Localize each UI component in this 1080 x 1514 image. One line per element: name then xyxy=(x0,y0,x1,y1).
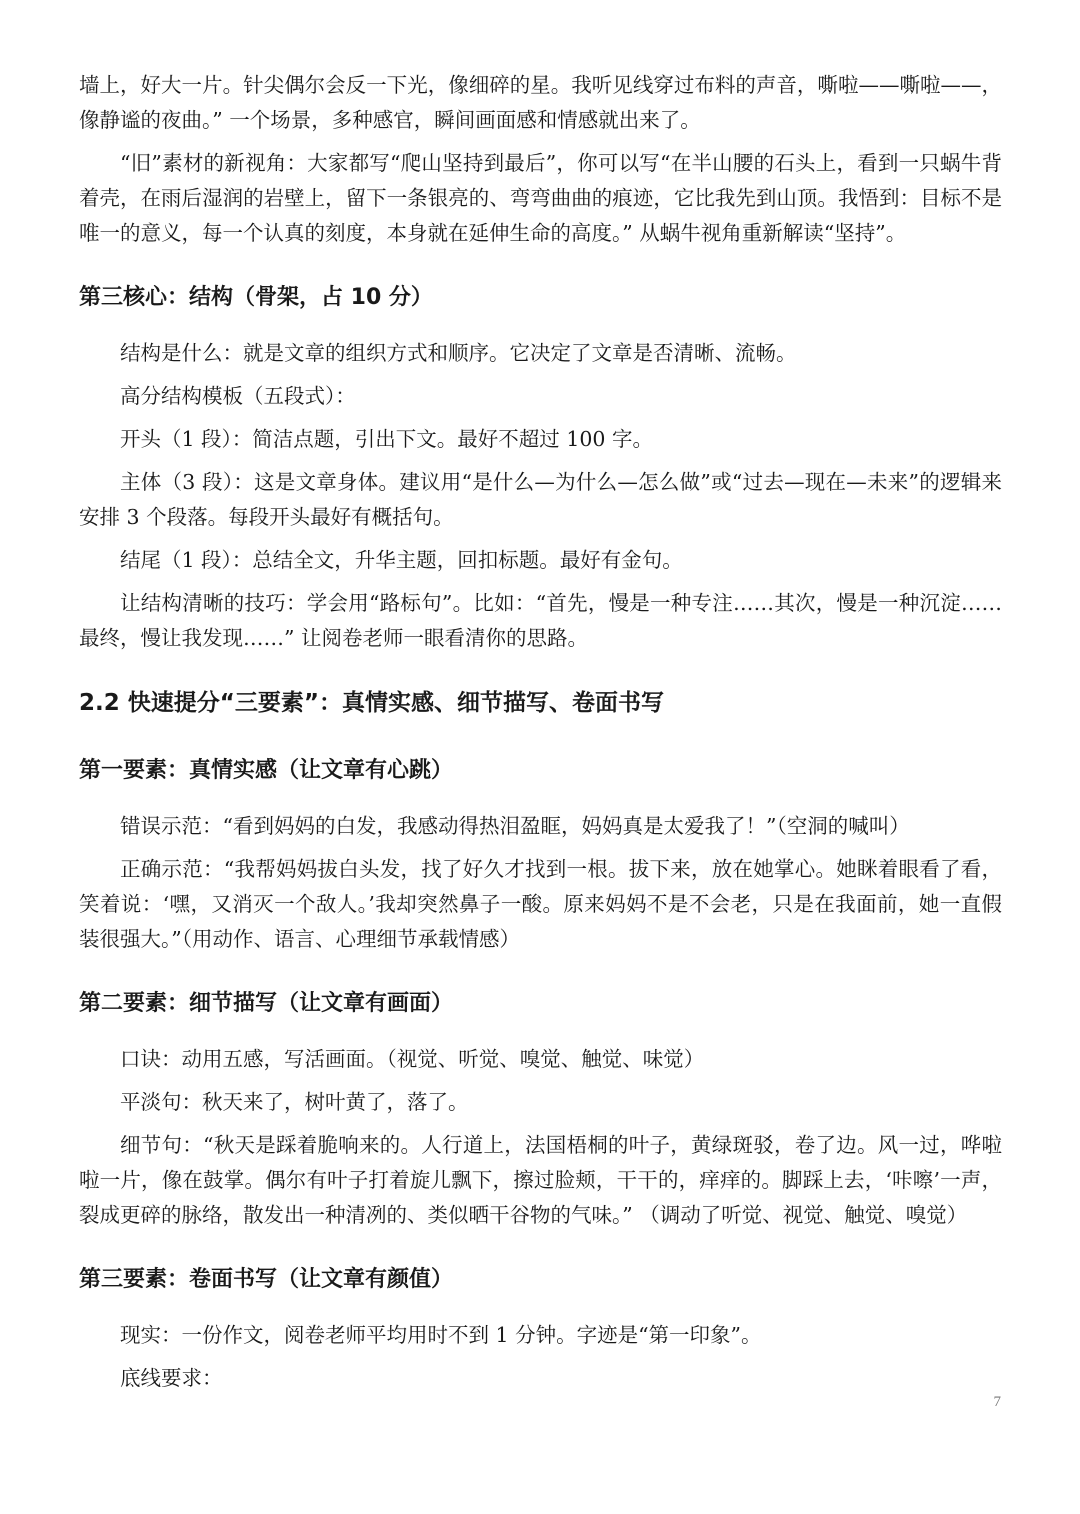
element2-mnemonic: 口诀：动用五感，写活画面。（视觉、听觉、嗅觉、触觉、味觉） xyxy=(120,1047,705,1071)
page-number: 7 xyxy=(993,1394,1001,1410)
core3-body: 主体（3 段）：这是文章身体。建议用“是什么—为什么—怎么做”或“过去—现在—未来”的逻辑来安排 3 个段落。每段开头最好有概括句。 xyxy=(79,470,1002,529)
intro-paragraph-continued: 墙上，好大一片。针尖偶尔会反一下光，像细碎的星。我听见线穿过布料的声音，嘶啦——嘶啦——，像静谧的夜曲。” 一个场景，多种感官，瞬间画面感和情感就出来了。 xyxy=(79,73,1002,132)
element1-right-example: 正确示范：“我帮妈妈拔白头发，找了好久才找到一根。拔下来，放在她掌心。她眯着眼看了看，笑着说：‘嘿，又消灭一个敌人。’我却突然鼻子一酸。原来妈妈不是不会老，只是在我面前，她一直假装很强大。”（用动作、语言、心理细节承载情感） xyxy=(79,857,1002,951)
section-2-2-heading: 2.2 快速提分“三要素”：真情实感、细节描写、卷面书写 xyxy=(79,690,664,716)
core3-template-title: 高分结构模板（五段式）： xyxy=(120,384,356,408)
element2-detail-sentence: 细节句：“秋天是踩着脆响来的。人行道上，法国梧桐的叶子，黄绿斑驳，卷了边。风一过，哗啦啦一片，像在鼓掌。偶尔有叶子打着旋儿飘下，擦过脸颊，干干的，痒痒的。脚踩上去，‘咔嚓’一声，裂成更碎的脉络，散发出一种清冽的、类似晒干谷物的气味。” （调动了听觉、视觉、触觉、嗅觉） xyxy=(79,1133,1002,1227)
element2-plain-sentence: 平淡句：秋天来了，树叶黄了，落了。 xyxy=(120,1090,469,1114)
element2-heading: 第二要素：细节描写（让文章有画面） xyxy=(79,991,454,1016)
element3-baseline: 底线要求： xyxy=(120,1366,223,1390)
element3-reality: 现实：一份作文，阅卷老师平均用时不到 1 分钟。字迹是“第一印象”。 xyxy=(120,1323,762,1347)
element3-heading: 第三要素：卷面书写（让文章有颜值） xyxy=(79,1267,454,1292)
core3-opening: 开头（1 段）：简洁点题，引出下文。最好不超过 100 字。 xyxy=(120,427,653,451)
intro-paragraph-snail: “旧”素材的新视角：大家都写“爬山坚持到最后”，你可以写“在半山腰的石头上，看到一只蜗牛背着壳，在雨后湿润的岩壁上，留下一条银亮的、弯弯曲曲的痕迹，它比我先到山顶。我悟到：目标不是唯一的意义，每一个认真的刻度，本身就在延伸生命的高度。” 从蜗牛视角重新解读“坚持”。 xyxy=(79,151,1002,245)
element1-heading: 第一要素：真情实感（让文章有心跳） xyxy=(79,758,454,783)
core3-ending: 结尾（1 段）：总结全文，升华主题，回扣标题。最好有金句。 xyxy=(120,548,683,572)
element1-wrong-example: 错误示范：“看到妈妈的白发，我感动得热泪盈眶，妈妈真是太爱我了！”（空洞的喊叫） xyxy=(120,814,910,838)
core3-signpost-tip: 让结构清晰的技巧：学会用“路标句”。比如：“首先，慢是一种专注……其次，慢是一种沉淀……最终，慢让我发现……” 让阅卷老师一眼看清你的思路。 xyxy=(79,591,1002,650)
core3-definition: 结构是什么：就是文章的组织方式和顺序。它决定了文章是否清晰、流畅。 xyxy=(120,341,797,365)
core3-heading: 第三核心：结构（骨架，占 10 分） xyxy=(79,285,433,310)
